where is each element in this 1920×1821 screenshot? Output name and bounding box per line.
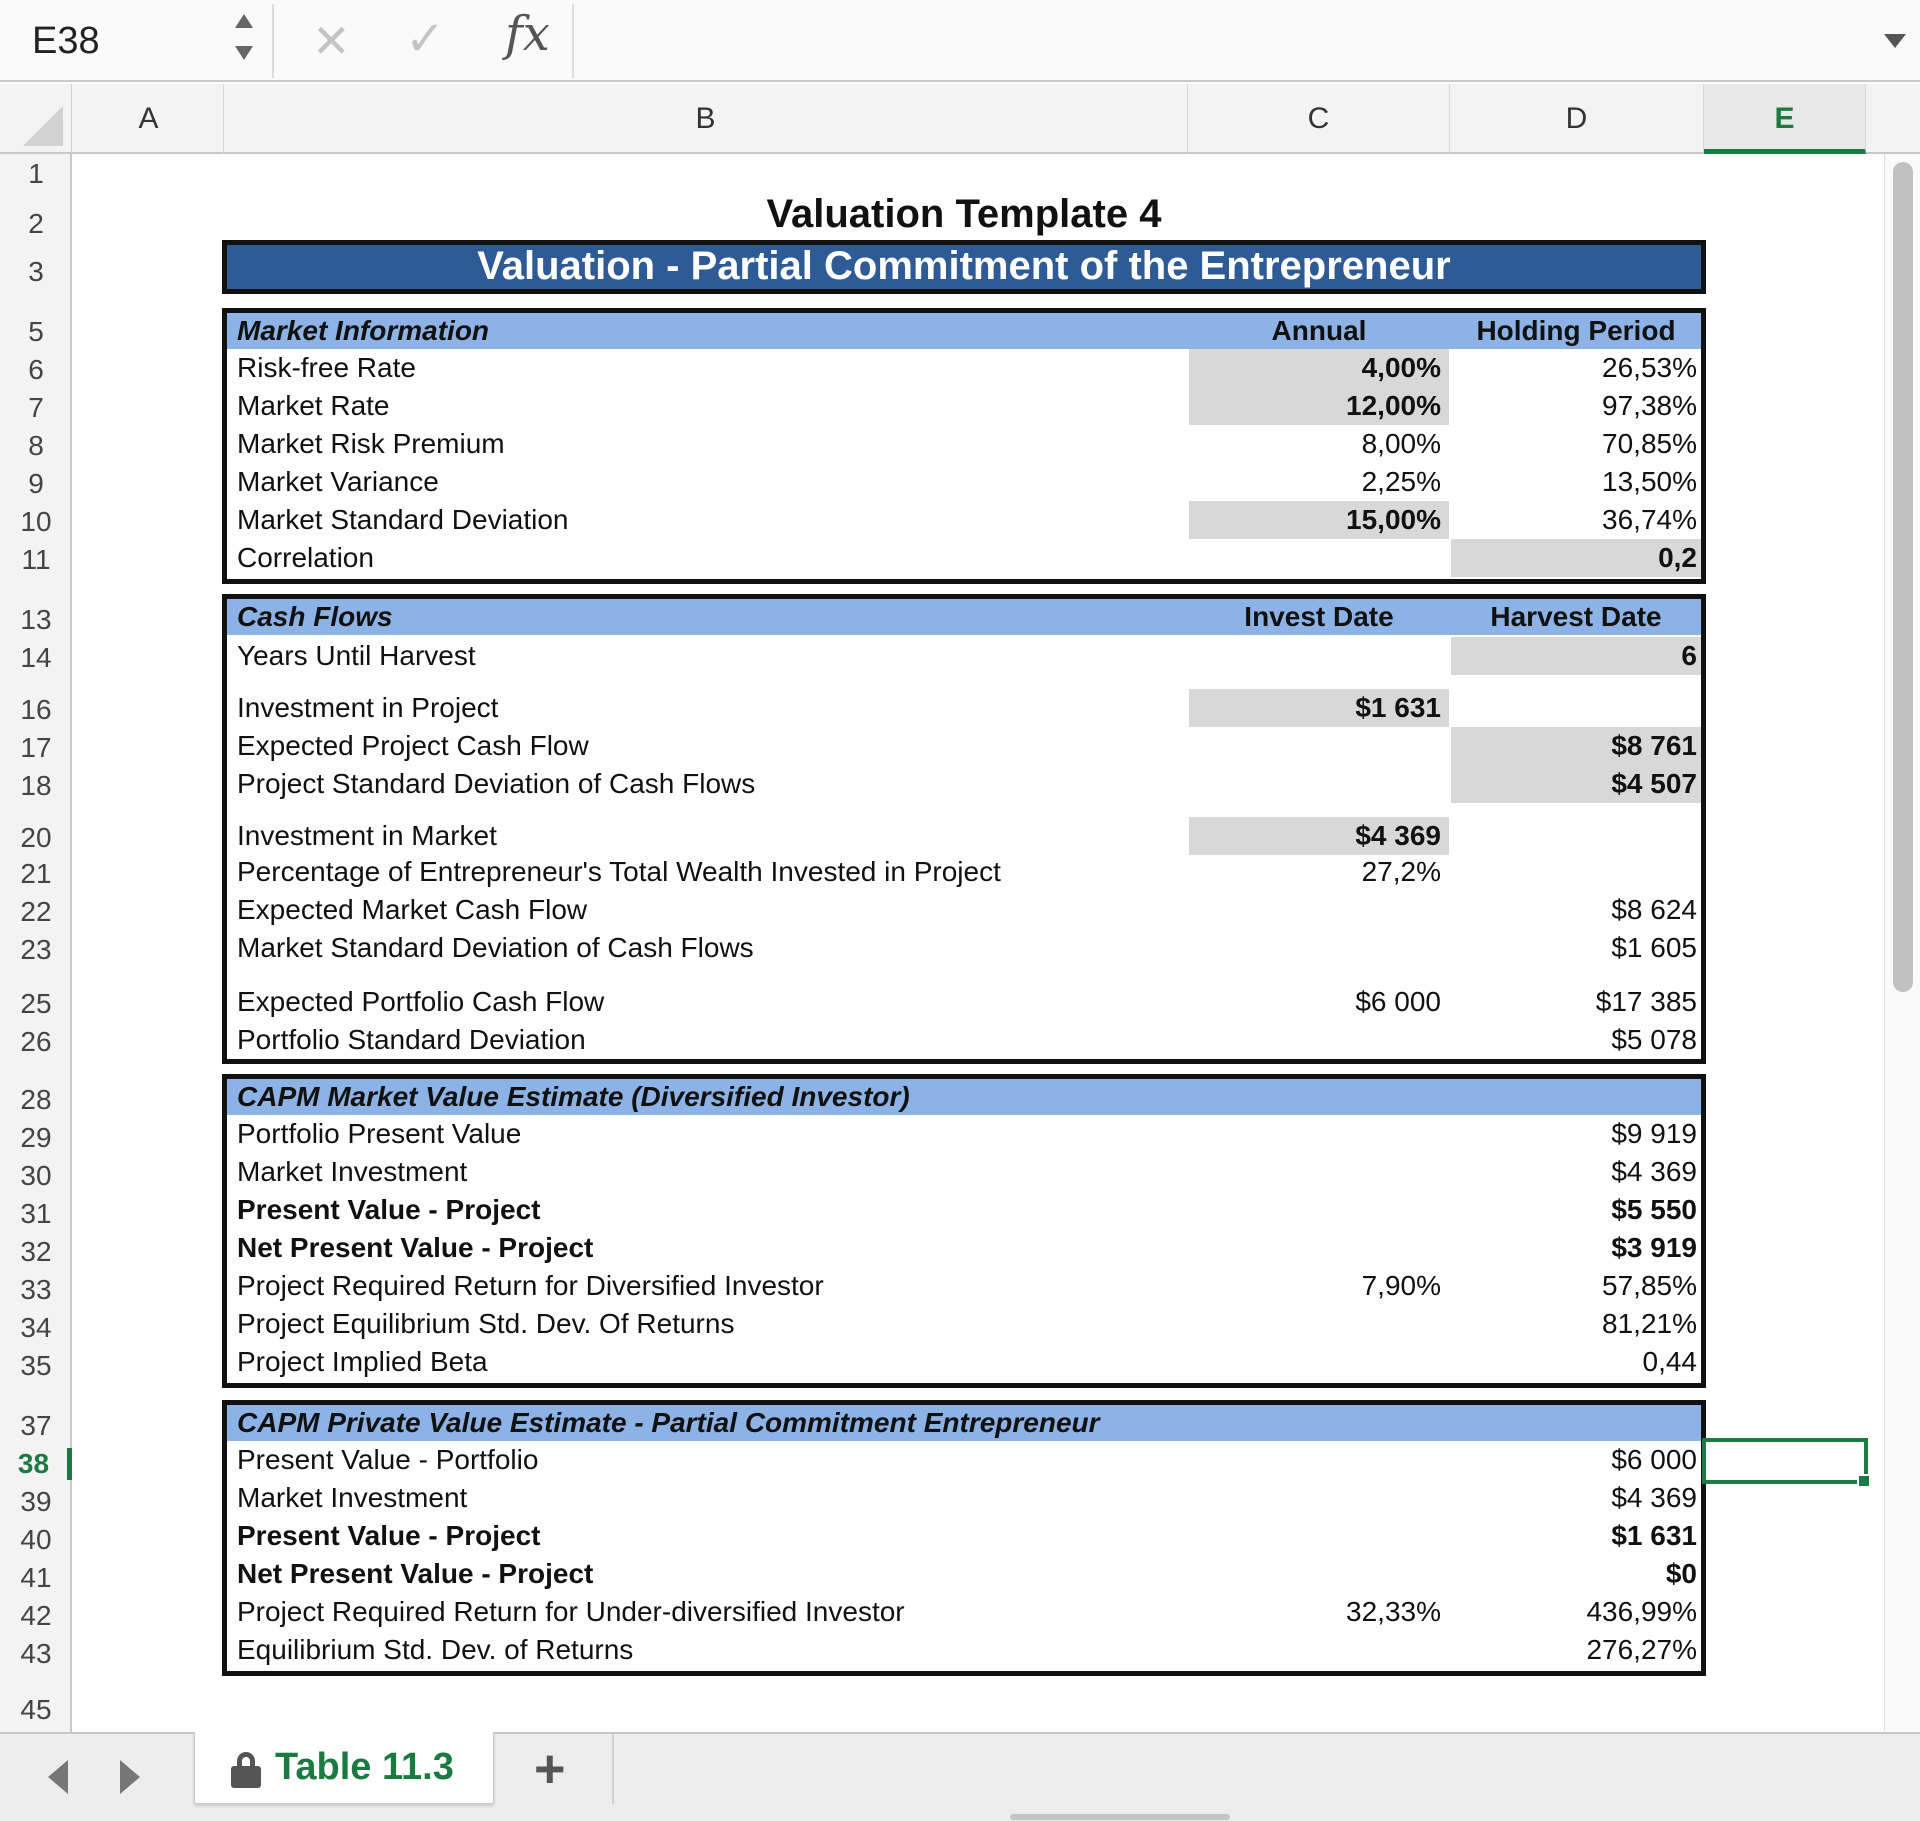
section-header bbox=[227, 313, 1701, 349]
table-row bbox=[227, 425, 1701, 463]
cell-value[interactable]: 36,74% bbox=[1602, 504, 1697, 535]
row-header-item[interactable]: 39 bbox=[20, 1486, 52, 1517]
row-label: Market Standard Deviation bbox=[237, 504, 569, 535]
table-row bbox=[227, 637, 1701, 675]
row-label: Portfolio Present Value bbox=[237, 1118, 522, 1149]
cell-value[interactable] bbox=[1189, 1229, 1449, 1267]
row-header-item[interactable]: 9 bbox=[28, 468, 44, 499]
capm-private-value-section bbox=[222, 1400, 1706, 1676]
name-box-stepper[interactable] bbox=[232, 10, 256, 70]
row-label: Portfolio Standard Deviation bbox=[237, 1024, 586, 1055]
row-header-item[interactable]: 13 bbox=[20, 604, 52, 635]
row-header-item[interactable]: 37 bbox=[20, 1410, 52, 1441]
row-header-item[interactable]: 30 bbox=[20, 1160, 52, 1191]
cell-value[interactable] bbox=[1189, 539, 1449, 577]
cell-value[interactable]: 4,00% bbox=[1189, 349, 1449, 387]
cell-value[interactable]: $1 631 bbox=[1611, 1520, 1697, 1551]
row-label: Market Investment bbox=[237, 1156, 468, 1187]
cell-value[interactable] bbox=[1189, 727, 1449, 765]
row-header bbox=[0, 154, 72, 1732]
table-row bbox=[227, 891, 1701, 929]
cell-value[interactable] bbox=[1189, 1305, 1449, 1343]
row-label: Market Standard Deviation of Cash Flows bbox=[237, 932, 754, 963]
section-header bbox=[227, 1079, 1701, 1115]
cell-value[interactable]: $1 605 bbox=[1611, 932, 1697, 963]
row-header-item[interactable]: 35 bbox=[20, 1350, 52, 1381]
table-row bbox=[227, 929, 1701, 967]
row-header-item[interactable]: 18 bbox=[20, 770, 52, 801]
title-banner: Valuation - Partial Commitment of the Entrepreneur bbox=[222, 240, 1706, 294]
section-header bbox=[227, 1405, 1701, 1441]
row-label: Equilibrium Std. Dev. of Returns bbox=[237, 1634, 634, 1665]
cell-value[interactable]: 70,85% bbox=[1602, 428, 1697, 459]
row-header-item[interactable]: 20 bbox=[20, 822, 52, 853]
row-label: Investment in Project bbox=[237, 692, 499, 723]
row-label: Project Required Return for Diversified Investor bbox=[237, 1270, 824, 1301]
lock-body bbox=[231, 1766, 261, 1788]
table-row bbox=[227, 1517, 1701, 1555]
cell-value[interactable]: 7,90% bbox=[1361, 1270, 1441, 1301]
table-row bbox=[227, 853, 1701, 891]
cell-value[interactable]: 13,50% bbox=[1602, 466, 1697, 497]
cell-value[interactable]: 2,25% bbox=[1361, 466, 1441, 497]
cell-value[interactable] bbox=[1451, 689, 1701, 727]
formula-bar-divider bbox=[572, 4, 574, 78]
function-icon[interactable]: fx bbox=[505, 6, 550, 62]
cash-flows-section bbox=[222, 594, 1706, 1064]
row-header-item[interactable]: 17 bbox=[20, 732, 52, 763]
row-label: Present Value - Project bbox=[237, 1520, 541, 1551]
row-label: Market Investment bbox=[237, 1482, 468, 1513]
row-header-item[interactable]: 1 bbox=[28, 158, 44, 189]
table-row bbox=[227, 765, 1701, 803]
column-header-d[interactable]: D bbox=[1450, 84, 1704, 154]
add-sheet-icon[interactable]: + bbox=[534, 1739, 566, 1799]
cell-value[interactable]: 6 bbox=[1451, 637, 1701, 675]
table-row bbox=[227, 1267, 1701, 1305]
section-header bbox=[227, 599, 1701, 635]
cell-value[interactable]: $6 000 bbox=[1611, 1444, 1697, 1475]
tab-divider bbox=[612, 1734, 614, 1804]
row-label: Project Required Return for Under-diversified Investor bbox=[237, 1596, 905, 1627]
formula-bar-divider bbox=[272, 4, 274, 78]
row-header-item[interactable]: 3 bbox=[28, 256, 44, 287]
column-label-annual: Annual bbox=[1271, 315, 1367, 346]
table-row bbox=[227, 689, 1701, 727]
row-header-item[interactable]: 34 bbox=[20, 1312, 52, 1343]
cell-value[interactable]: $0 bbox=[1665, 1558, 1697, 1589]
lock-icon bbox=[231, 1752, 261, 1788]
row-header-item[interactable]: 45 bbox=[20, 1694, 52, 1725]
cancel-icon[interactable]: ✕ bbox=[312, 15, 351, 67]
row-label: Project Implied Beta bbox=[237, 1346, 488, 1377]
cell-value[interactable]: $4 369 bbox=[1611, 1482, 1697, 1513]
cell-value[interactable] bbox=[1189, 1115, 1449, 1153]
cell-value[interactable] bbox=[1189, 929, 1449, 967]
row-label: Present Value - Project bbox=[237, 1194, 541, 1225]
row-header-item[interactable]: 25 bbox=[20, 988, 52, 1019]
expand-formula-icon[interactable] bbox=[1884, 34, 1906, 48]
cell-value[interactable] bbox=[1189, 1191, 1449, 1229]
column-header-c[interactable]: C bbox=[1188, 84, 1450, 154]
row-header-item[interactable]: 31 bbox=[20, 1198, 52, 1229]
formula-bar bbox=[0, 0, 1920, 82]
section-title: Market Information bbox=[237, 315, 490, 346]
horizontal-scrollbar-thumb[interactable] bbox=[1010, 1814, 1230, 1820]
column-label-holding-period: Holding Period bbox=[1476, 315, 1676, 346]
cell-value[interactable]: $17 385 bbox=[1595, 986, 1697, 1017]
cell-value[interactable]: 0,44 bbox=[1642, 1346, 1697, 1377]
table-row bbox=[227, 1593, 1701, 1631]
select-all-button[interactable] bbox=[0, 84, 72, 154]
row-header-item[interactable]: 22 bbox=[20, 896, 52, 927]
row-label: Expected Project Cash Flow bbox=[237, 730, 589, 761]
cell-value[interactable]: 97,38% bbox=[1602, 390, 1697, 421]
row-header-item[interactable]: 16 bbox=[20, 694, 52, 725]
cell-value[interactable]: $4 369 bbox=[1611, 1156, 1697, 1187]
section-title: Cash Flows bbox=[237, 601, 393, 632]
row-header-item[interactable]: 41 bbox=[20, 1562, 52, 1593]
formula-input[interactable] bbox=[580, 8, 1870, 72]
row-header-item[interactable]: 5 bbox=[28, 316, 44, 347]
cell-value[interactable]: 32,33% bbox=[1346, 1596, 1441, 1627]
row-header-item[interactable]: 29 bbox=[20, 1122, 52, 1153]
row-label: Net Present Value - Project bbox=[237, 1558, 594, 1589]
fill-handle[interactable] bbox=[1857, 1474, 1871, 1488]
sheet-tab-label[interactable]: Table 11.3 bbox=[275, 1746, 454, 1788]
row-header-item[interactable]: 7 bbox=[28, 392, 44, 423]
table-row bbox=[227, 817, 1701, 855]
row-header-item[interactable]: 10 bbox=[20, 506, 52, 537]
row-header-item[interactable]: 40 bbox=[20, 1524, 52, 1555]
row-label: Market Variance bbox=[237, 466, 439, 497]
table-row bbox=[227, 1191, 1701, 1229]
cell-value[interactable] bbox=[1189, 1021, 1449, 1059]
cell-value[interactable]: $8 761 bbox=[1451, 727, 1701, 765]
cell-value[interactable] bbox=[1189, 1343, 1449, 1381]
next-sheet-icon[interactable] bbox=[120, 1760, 140, 1794]
row-header-item[interactable]: 14 bbox=[20, 642, 52, 673]
row-header-item[interactable]: 11 bbox=[21, 544, 51, 575]
cell-value[interactable]: $4 369 bbox=[1189, 817, 1449, 855]
active-cell-e38[interactable] bbox=[1702, 1438, 1868, 1484]
cell-value[interactable]: 0,2 bbox=[1451, 539, 1701, 577]
cell-value[interactable]: $8 624 bbox=[1611, 894, 1697, 925]
section-title: CAPM Private Value Estimate - Partial Commitment Entrepreneur bbox=[237, 1407, 1100, 1438]
cell-value[interactable] bbox=[1189, 891, 1449, 929]
table-row bbox=[227, 1021, 1701, 1059]
table-row bbox=[227, 539, 1701, 577]
select-all-icon bbox=[23, 106, 63, 146]
cell-value[interactable] bbox=[1451, 853, 1701, 891]
table-row bbox=[227, 1479, 1701, 1517]
row-label: Present Value - Portfolio bbox=[237, 1444, 539, 1475]
chevron-up-icon[interactable] bbox=[235, 14, 253, 28]
cell-value[interactable] bbox=[1451, 817, 1701, 855]
table-row bbox=[227, 727, 1701, 765]
column-label-invest-date: Invest Date bbox=[1244, 601, 1394, 632]
row-header-item[interactable]: 28 bbox=[20, 1084, 52, 1115]
cell-value[interactable] bbox=[1189, 637, 1449, 675]
table-row bbox=[227, 1115, 1701, 1153]
cell-value[interactable]: 81,21% bbox=[1602, 1308, 1697, 1339]
row-header-item[interactable]: 33 bbox=[20, 1274, 52, 1305]
table-row bbox=[227, 1229, 1701, 1267]
column-header-b[interactable]: B bbox=[224, 84, 1188, 154]
cell-value[interactable] bbox=[1189, 1517, 1449, 1555]
column-header-e[interactable]: E bbox=[1704, 84, 1866, 154]
column-header bbox=[0, 84, 1920, 154]
table-row bbox=[227, 387, 1701, 425]
cell-value[interactable]: 276,27% bbox=[1586, 1634, 1697, 1665]
page-title: Valuation Template 4 bbox=[766, 192, 1162, 236]
row-header-item[interactable]: 2 bbox=[28, 208, 44, 239]
row-header-item[interactable]: 43 bbox=[20, 1638, 52, 1669]
row-header-item[interactable]: 6 bbox=[28, 354, 44, 385]
cell-value[interactable] bbox=[1189, 1153, 1449, 1191]
row-label: Market Risk Premium bbox=[237, 428, 505, 459]
cell-value[interactable]: 57,85% bbox=[1602, 1270, 1697, 1301]
cell-value[interactable]: 8,00% bbox=[1361, 428, 1441, 459]
cell-value[interactable]: $5 078 bbox=[1611, 1024, 1697, 1055]
cell-value[interactable] bbox=[1189, 1479, 1449, 1517]
vertical-scrollbar[interactable] bbox=[1884, 154, 1920, 1732]
row-label: Years Until Harvest bbox=[237, 640, 476, 671]
row-label: Expected Portfolio Cash Flow bbox=[237, 986, 605, 1017]
checkmark-icon[interactable]: ✓ bbox=[405, 13, 446, 66]
chevron-down-icon[interactable] bbox=[235, 46, 253, 60]
cell-value[interactable]: 15,00% bbox=[1189, 501, 1449, 539]
column-label-harvest-date: Harvest Date bbox=[1490, 601, 1662, 632]
section-title: CAPM Market Value Estimate (Diversified Investor) bbox=[237, 1081, 910, 1112]
table-row bbox=[227, 1153, 1701, 1191]
row-label: Market Rate bbox=[237, 390, 390, 421]
sheet-tab[interactable] bbox=[194, 1732, 494, 1804]
cell-value[interactable]: $3 919 bbox=[1611, 1232, 1697, 1263]
table-row bbox=[227, 983, 1701, 1021]
row-header-item[interactable]: 42 bbox=[20, 1600, 52, 1631]
cell-value[interactable]: 436,99% bbox=[1586, 1596, 1697, 1627]
scrollbar-thumb[interactable] bbox=[1893, 162, 1913, 992]
row-label: Expected Market Cash Flow bbox=[237, 894, 588, 925]
row-label: Net Present Value - Project bbox=[237, 1232, 594, 1263]
row-header-item[interactable]: 26 bbox=[20, 1026, 52, 1057]
table-row bbox=[227, 1631, 1701, 1669]
row-header-item-active[interactable]: 38 bbox=[0, 1448, 72, 1480]
cell-value[interactable]: $9 919 bbox=[1611, 1118, 1697, 1149]
cell-value[interactable] bbox=[1189, 765, 1449, 803]
table-row bbox=[227, 1555, 1701, 1593]
table-row bbox=[227, 1343, 1701, 1381]
row-header-item[interactable]: 8 bbox=[28, 430, 44, 461]
cell-value[interactable] bbox=[1189, 1631, 1449, 1669]
sheet-tab-bar bbox=[0, 1732, 1920, 1821]
table-row bbox=[227, 501, 1701, 539]
row-label: Percentage of Entrepreneur's Total Wealth Invested in Project bbox=[237, 856, 1001, 887]
cell-value[interactable] bbox=[1189, 1441, 1449, 1479]
table-row bbox=[227, 463, 1701, 501]
cell-value[interactable]: $4 507 bbox=[1451, 765, 1701, 803]
table-row bbox=[227, 349, 1701, 387]
cell-value[interactable]: $5 550 bbox=[1611, 1194, 1697, 1225]
market-information-section bbox=[222, 308, 1706, 584]
name-box[interactable]: E38 bbox=[32, 20, 100, 62]
cell-value[interactable]: 27,2% bbox=[1361, 856, 1441, 887]
cell-value[interactable]: 12,00% bbox=[1189, 387, 1449, 425]
row-label: Correlation bbox=[237, 542, 374, 573]
table-row bbox=[227, 1305, 1701, 1343]
row-header-item[interactable]: 21 bbox=[20, 858, 52, 889]
row-header-item[interactable]: 32 bbox=[20, 1236, 52, 1267]
cell-value[interactable]: $1 631 bbox=[1189, 689, 1449, 727]
cell-value[interactable]: $6 000 bbox=[1355, 986, 1441, 1017]
previous-sheet-icon[interactable] bbox=[48, 1760, 68, 1794]
capm-market-value-section bbox=[222, 1074, 1706, 1388]
row-label: Risk-free Rate bbox=[237, 352, 416, 383]
cell-value[interactable] bbox=[1189, 1555, 1449, 1593]
column-header-a[interactable]: A bbox=[74, 84, 224, 154]
row-label: Project Standard Deviation of Cash Flows bbox=[237, 768, 756, 799]
row-header-item[interactable]: 23 bbox=[20, 934, 52, 965]
cell-value[interactable]: 26,53% bbox=[1602, 352, 1697, 383]
row-label: Project Equilibrium Std. Dev. Of Returns bbox=[237, 1308, 735, 1339]
table-row bbox=[227, 1441, 1701, 1479]
row-label: Investment in Market bbox=[237, 820, 497, 851]
